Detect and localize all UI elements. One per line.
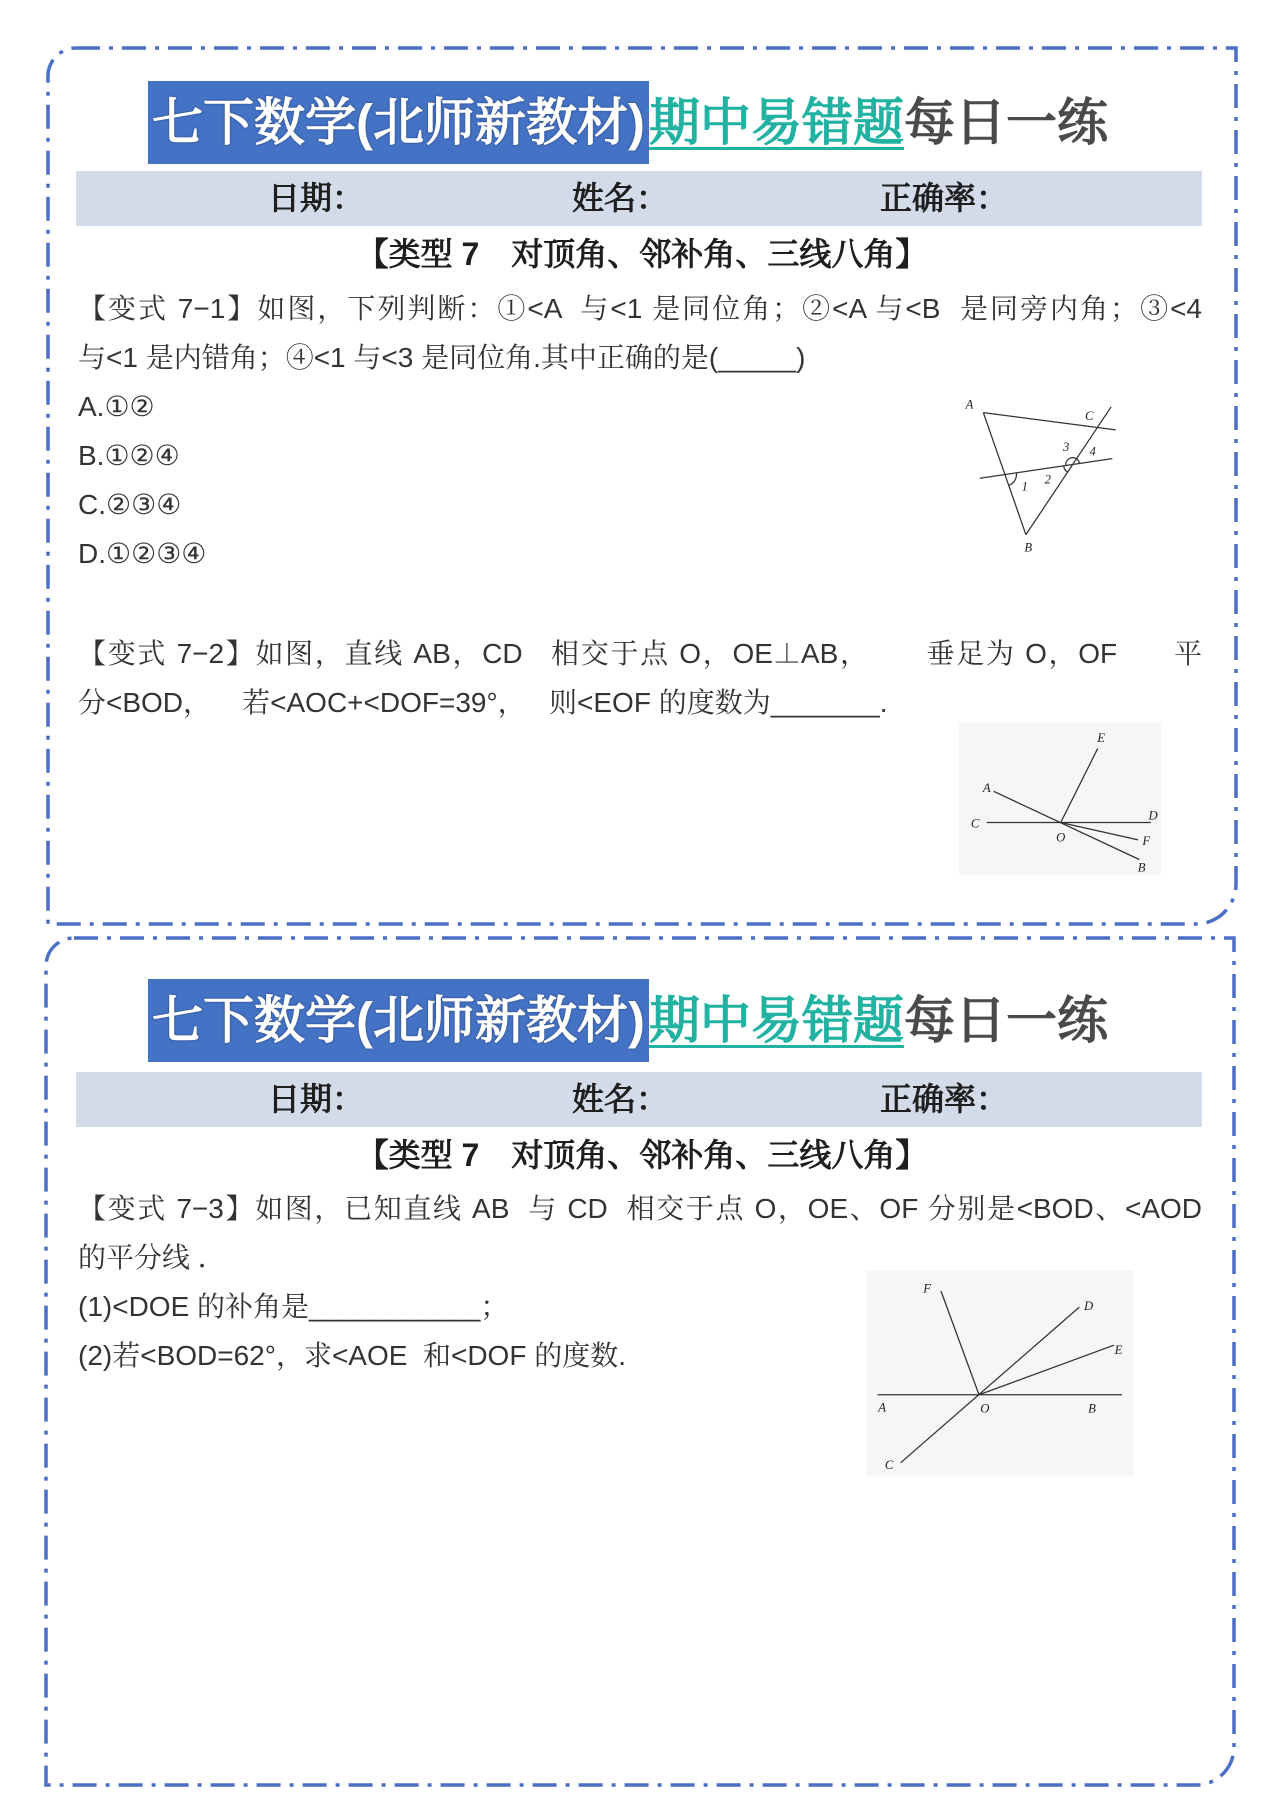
worksheet-card-2 (0, 900, 1280, 1800)
label-a: A (878, 1400, 887, 1415)
subquestion-1: (1)<DOE 的补角是___________； (78, 1291, 509, 1322)
title-tail: 每日一练 (903, 94, 1108, 151)
label-f: F (1142, 834, 1151, 849)
title-highlight: 七下数学(北师新教材) (148, 979, 649, 1062)
title-emphasis: 期中易错题 (648, 992, 904, 1049)
problem-text-line: 与<1 是内错角；④<1 与<3 是同位角.其中正确的是(_____) (78, 342, 806, 373)
label-e: E (1114, 1342, 1123, 1357)
label-angle-2: 2 (1044, 472, 1051, 487)
choice-b: B.①②④ (78, 440, 180, 471)
date-label: 日期： (268, 1081, 365, 1117)
worksheet-card-1 (0, 0, 1280, 900)
title-highlight: 七下数学(北师新教材) (148, 81, 649, 164)
label-c: C (970, 816, 980, 831)
accuracy-label: 正确率： (880, 1081, 1009, 1117)
info-bar (76, 171, 1202, 226)
title-tail: 每日一练 (903, 992, 1108, 1049)
problem-text-line: 【变式 7−3】如图，已知直线 AB 与 CD 相交于点 O，OE、OF 分别是<BOD、<AOD (78, 1193, 1202, 1224)
subquestion-2: (2)若<BOD=62°，求<AOE 和<DOF 的度数. (78, 1340, 626, 1371)
figure-7-1 (959, 393, 1132, 560)
date-label: 日期： (268, 180, 365, 216)
label-o: O (980, 1401, 990, 1416)
accuracy-label: 正确率： (880, 180, 1009, 216)
problem-text-line: 【变式 7−2】如图，直线 AB，CD 相交于点 O，OE⊥AB， 垂足为 O，OF 平 (78, 638, 1202, 669)
worksheet-title (148, 979, 1108, 1062)
figure-background (959, 722, 1161, 875)
line-ab (983, 413, 1026, 535)
label-a: A (965, 397, 974, 412)
label-d: D (1083, 1298, 1094, 1313)
choice-c: C.②③④ (78, 489, 182, 520)
label-b: B (1088, 1401, 1096, 1416)
label-a: A (982, 780, 991, 795)
line-a-top (983, 413, 1115, 430)
label-c: C (884, 1458, 894, 1473)
name-label: 姓名： (572, 1081, 669, 1117)
line-bc (1026, 407, 1111, 535)
angle-4-arc (1076, 459, 1079, 464)
label-o: O (1056, 830, 1066, 845)
label-angle-4: 4 (1089, 444, 1096, 459)
worksheet-title (148, 81, 1108, 164)
name-label: 姓名： (572, 180, 669, 216)
problem-text-line: 分<BOD， 若<AOC+<DOF=39°， 则<EOF 的度数为_______. (78, 687, 888, 718)
label-angle-1: 1 (1021, 479, 1028, 494)
title-emphasis: 期中易错题 (648, 94, 904, 151)
figure-7-3 (866, 1270, 1137, 1478)
type-heading: 【类型 7 对顶角、邻补角、三线八角】 (356, 236, 928, 272)
label-f: F (923, 1281, 931, 1296)
label-b: B (1137, 860, 1146, 875)
label-b: B (1024, 540, 1033, 555)
type-heading: 【类型 7 对顶角、邻补角、三线八角】 (356, 1137, 928, 1173)
figure-background (866, 1270, 1134, 1475)
problem-text-line: 的平分线 ． (78, 1242, 226, 1273)
info-bar (76, 1072, 1202, 1127)
problem-7-2 (78, 629, 1202, 727)
label-angle-3: 3 (1063, 440, 1070, 455)
label-d: D (1148, 808, 1158, 823)
figure-7-2 (959, 722, 1167, 878)
choice-d: D.①②③④ (78, 538, 207, 569)
problem-text-line: 【变式 7−1】如图，下列判断：①<A 与<1 是同位角；②<A 与<B 是同旁内角；③<4 (78, 293, 1202, 324)
label-c: C (1085, 409, 1094, 424)
angle-2-arc (1064, 466, 1068, 472)
choice-a: A.①② (78, 391, 155, 422)
angle-1-arc (1009, 473, 1017, 486)
label-e: E (1097, 731, 1106, 746)
